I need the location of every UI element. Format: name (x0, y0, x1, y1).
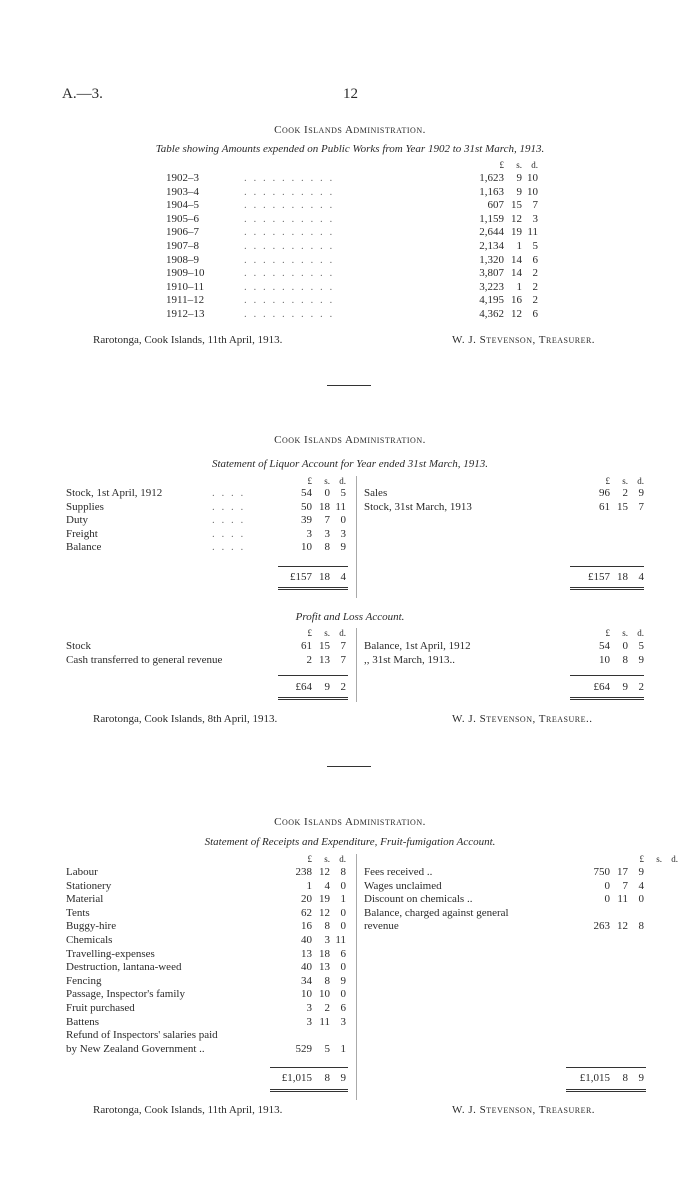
liquor-subtitle: Statement of Liquor Account for Year ended 31st March, 1913. (211, 458, 489, 470)
public-works-row-leader: . . . . . . . . . . (244, 185, 335, 198)
public-works-place-date: Rarotonga, Cook Islands, 11th April, 1913. (93, 334, 283, 346)
fruit-expenditure-row-label: Chemicals (66, 934, 113, 946)
public-works-row-amount: 4,195 16 2 (479, 294, 538, 307)
fruit-expenditure-row-amount (276, 1029, 346, 1041)
profit-loss-left-col-heads: £ s. d. (307, 628, 346, 638)
public-works-row-amount: 607 15 7 (487, 199, 538, 212)
liquor-debit-row-label: Stock, 1st April, 1912 (66, 487, 163, 499)
fruit-expenditure-row-amount: 34 8 9 (301, 974, 346, 987)
fruit-expenditure-row-label: Buggy-hire (66, 920, 117, 933)
fruit-receipt-row-label: Balance, charged against general (364, 906, 509, 919)
liquor-left-total: £157 18 4 (290, 571, 346, 583)
liquor-debit-row-label: Balance (66, 541, 102, 554)
liquor-signature: W. J. Stevenson, Treasure.. (452, 713, 593, 725)
public-works-signature: W. J. Stevenson, Treasurer. (452, 334, 596, 346)
public-works-row-label: 1912–13 (166, 308, 205, 320)
public-works-row-amount: 2,134 1 5 (479, 240, 538, 252)
fruit-expenditure-row-label: Passage, Inspector's family (66, 988, 185, 1001)
public-works-row-leader: . . . . . . . . . . (244, 280, 335, 293)
fruit-expenditure-row-amount: 1 4 0 (306, 879, 346, 892)
fruit-left-double-rule (270, 1089, 348, 1092)
fruit-expenditure-row-label: Destruction, lantana-weed (66, 961, 182, 974)
liquor-credit-row-amount: 61 15 7 (599, 500, 644, 513)
fruit-expenditure-row-amount: 3 11 3 (306, 1015, 346, 1028)
section-divider (327, 766, 371, 767)
liquor-debit-row-label: Duty (66, 514, 88, 527)
profit-loss-left-total: £64 9 2 (295, 681, 346, 693)
public-works-row-label: 1906–7 (166, 226, 199, 239)
profit-loss-right-col-heads: £ s. d. (605, 628, 644, 638)
liquor-left-col-heads: £ s. d. (307, 476, 346, 486)
fruit-signature: W. J. Stevenson, Treasurer. (452, 1104, 596, 1116)
liquor-right-total-rule (570, 566, 644, 567)
public-works-row-leader: . . . . . . . . . . (244, 253, 335, 266)
public-works-row-amount: 1,623 9 10 (479, 172, 538, 184)
public-works-row-amount: 3,807 14 2 (479, 267, 538, 280)
fruit-left-total-rule (270, 1067, 348, 1068)
public-works-row-label: 1909–10 (166, 267, 205, 280)
liquor-right-total: £157 18 4 (588, 571, 644, 583)
public-works-row-label: 1902–3 (166, 172, 199, 184)
liquor-credit-row-label: Stock, 31st March, 1913 (364, 500, 472, 513)
liquor-place-date: Rarotonga, Cook Islands, 8th April, 1913. (93, 713, 278, 725)
fruit-expenditure-row-label: by New Zealand Government .. (66, 1042, 205, 1055)
liquor-debit-row-amount: 50 18 11 (301, 500, 346, 513)
fruit-expenditure-row-label: Fencing (66, 974, 102, 987)
fruit-expenditure-row-label: Tents (66, 906, 90, 919)
public-works-row-label: 1907–8 (166, 240, 199, 252)
fruit-expenditure-row-label: Stationery (66, 879, 112, 892)
fruit-expenditure-row-amount: 20 19 1 (301, 893, 346, 906)
public-works-title: Cook Islands Administration. (274, 124, 426, 136)
liquor-debit-row-amount: 3 3 3 (306, 527, 346, 540)
liquor-right-col-heads: £ s. d. (605, 476, 644, 486)
liquor-debit-row-leader: . . . . (212, 527, 246, 540)
liquor-debit-row-leader: . . . . (212, 514, 246, 527)
fruit-right-total: £1,015 8 9 (579, 1072, 644, 1084)
liquor-debit-row-leader: . . . . (212, 487, 246, 499)
liquor-left-total-rule (278, 566, 348, 567)
fruit-receipt-row-amount: 0 11 0 (604, 893, 644, 906)
fruit-left-col-heads: £ s. d. (307, 854, 346, 864)
liquor-credit-row-label: Sales (364, 487, 388, 499)
public-works-row-amount: 4,362 12 6 (479, 308, 538, 320)
fruit-expenditure-row-label: Material (66, 893, 104, 906)
fruit-receipt-row-label: revenue (364, 920, 399, 933)
fruit-subtitle: Statement of Receipts and Expenditure, Fruit-fumigation Account. (204, 836, 496, 848)
fruit-receipt-row-label: Wages unclaimed (364, 879, 442, 892)
fruit-expenditure-row-amount: 16 8 0 (301, 920, 346, 933)
liquor-debit-row-amount: 54 0 5 (301, 487, 346, 499)
profit-loss-left-total-rule (278, 675, 348, 676)
public-works-row-label: 1908–9 (166, 253, 199, 266)
profit-loss-credit-row-label: ,, 31st March, 1913.. (364, 653, 456, 666)
public-works-row-label: 1911–12 (166, 294, 205, 307)
fruit-expenditure-row-label: Travelling-expenses (66, 947, 155, 960)
page-number: 12 (343, 86, 358, 102)
liquor-credit-row-amount: 96 2 9 (599, 487, 644, 499)
public-works-row-leader: . . . . . . . . . . (244, 267, 335, 280)
section-divider (327, 385, 371, 386)
fruit-right-col-heads: £ s. d. (639, 854, 678, 864)
fruit-expenditure-row-amount: 13 18 6 (301, 947, 346, 960)
fruit-receipt-row-amount: 0 7 4 (604, 879, 644, 892)
fruit-receipt-row-amount: 750 17 9 (593, 866, 644, 878)
profit-loss-debit-row-label: Stock (66, 640, 92, 652)
public-works-row-leader: . . . . . . . . . . (244, 308, 335, 320)
liquor-debit-row-leader: . . . . (212, 500, 246, 513)
public-works-row-label: 1910–11 (166, 280, 205, 293)
fruit-right-total-rule (566, 1067, 646, 1068)
fruit-title: Cook Islands Administration. (274, 816, 426, 828)
profit-loss-right-double-rule (570, 697, 644, 700)
fruit-receipt-row-amount (574, 907, 644, 919)
fruit-expenditure-row-amount: 238 12 8 (295, 866, 346, 878)
fruit-column-divider (356, 854, 357, 1100)
fruit-receipt-row-amount: 263 12 8 (593, 920, 644, 933)
public-works-subtitle: Table showing Amounts expended on Public Works from Year 1902 to 31st March, 1913. (155, 143, 545, 155)
fruit-receipt-row-label: Discount on chemicals .. (364, 893, 473, 906)
fruit-expenditure-row-label: Fruit purchased (66, 1002, 135, 1014)
fruit-expenditure-row-amount: 529 5 1 (295, 1042, 346, 1055)
public-works-row-label: 1903–4 (166, 185, 199, 198)
public-works-row-amount: 3,223 1 2 (479, 280, 538, 293)
fruit-left-total: £1,015 8 9 (281, 1072, 346, 1084)
fruit-expenditure-row-label: Labour (66, 866, 98, 878)
fruit-receipt-row-label: Fees received .. (364, 866, 433, 878)
profit-loss-left-double-rule (278, 697, 348, 700)
profit-loss-right-total-rule (570, 675, 644, 676)
fruit-expenditure-row-label: Battens (66, 1015, 99, 1028)
public-works-row-leader: . . . . . . . . . . (244, 212, 335, 225)
public-works-col-heads: £ s. d. (499, 160, 538, 170)
public-works-row-leader: . . . . . . . . . . (244, 172, 335, 184)
profit-loss-column-divider (356, 628, 357, 702)
profit-loss-title: Profit and Loss Account. (295, 611, 405, 623)
profit-loss-credit-row-label: Balance, 1st April, 1912 (364, 640, 471, 652)
public-works-row-label: 1905–6 (166, 212, 199, 225)
fruit-place-date: Rarotonga, Cook Islands, 11th April, 1913. (93, 1104, 283, 1116)
public-works-row-amount: 1,320 14 6 (479, 253, 538, 266)
liquor-debit-row-amount: 10 8 9 (301, 541, 346, 554)
public-works-row-label: 1904–5 (166, 199, 199, 212)
page-reference: A.—3. (62, 86, 103, 102)
public-works-row-amount: 1,159 12 3 (479, 212, 538, 225)
profit-loss-credit-row-amount: 10 8 9 (599, 653, 644, 666)
fruit-right-double-rule (566, 1089, 646, 1092)
public-works-row-leader: . . . . . . . . . . (244, 199, 335, 212)
profit-loss-debit-row-amount: 61 15 7 (301, 640, 346, 652)
liquor-debit-row-amount: 39 7 0 (301, 514, 346, 527)
fruit-expenditure-row-amount: 40 3 11 (301, 934, 346, 946)
liquor-left-double-rule (278, 587, 348, 590)
public-works-row-leader: . . . . . . . . . . (244, 294, 335, 307)
fruit-expenditure-row-amount: 10 10 0 (301, 988, 346, 1001)
fruit-expenditure-row-amount: 40 13 0 (301, 961, 346, 974)
liquor-column-divider (356, 476, 357, 598)
liquor-debit-row-label: Freight (66, 527, 98, 540)
profit-loss-credit-row-amount: 54 0 5 (599, 640, 644, 652)
profit-loss-right-total: £64 9 2 (593, 681, 644, 693)
liquor-right-double-rule (570, 587, 644, 590)
profit-loss-debit-row-label: Cash transferred to general revenue (66, 653, 223, 666)
public-works-row-amount: 2,644 19 11 (479, 226, 538, 239)
public-works-row-amount: 1,163 9 10 (479, 185, 538, 198)
public-works-row-leader: . . . . . . . . . . (244, 226, 335, 239)
profit-loss-debit-row-amount: 2 13 7 (306, 653, 346, 666)
liquor-debit-row-leader: . . . . (212, 541, 246, 554)
fruit-expenditure-row-amount: 3 2 6 (306, 1002, 346, 1014)
liquor-debit-row-label: Supplies (66, 500, 104, 513)
fruit-expenditure-row-amount: 62 12 0 (301, 906, 346, 919)
fruit-expenditure-row-label: Refund of Inspectors' salaries paid (66, 1029, 218, 1042)
liquor-title: Cook Islands Administration. (274, 434, 426, 446)
public-works-row-leader: . . . . . . . . . . (244, 240, 335, 252)
